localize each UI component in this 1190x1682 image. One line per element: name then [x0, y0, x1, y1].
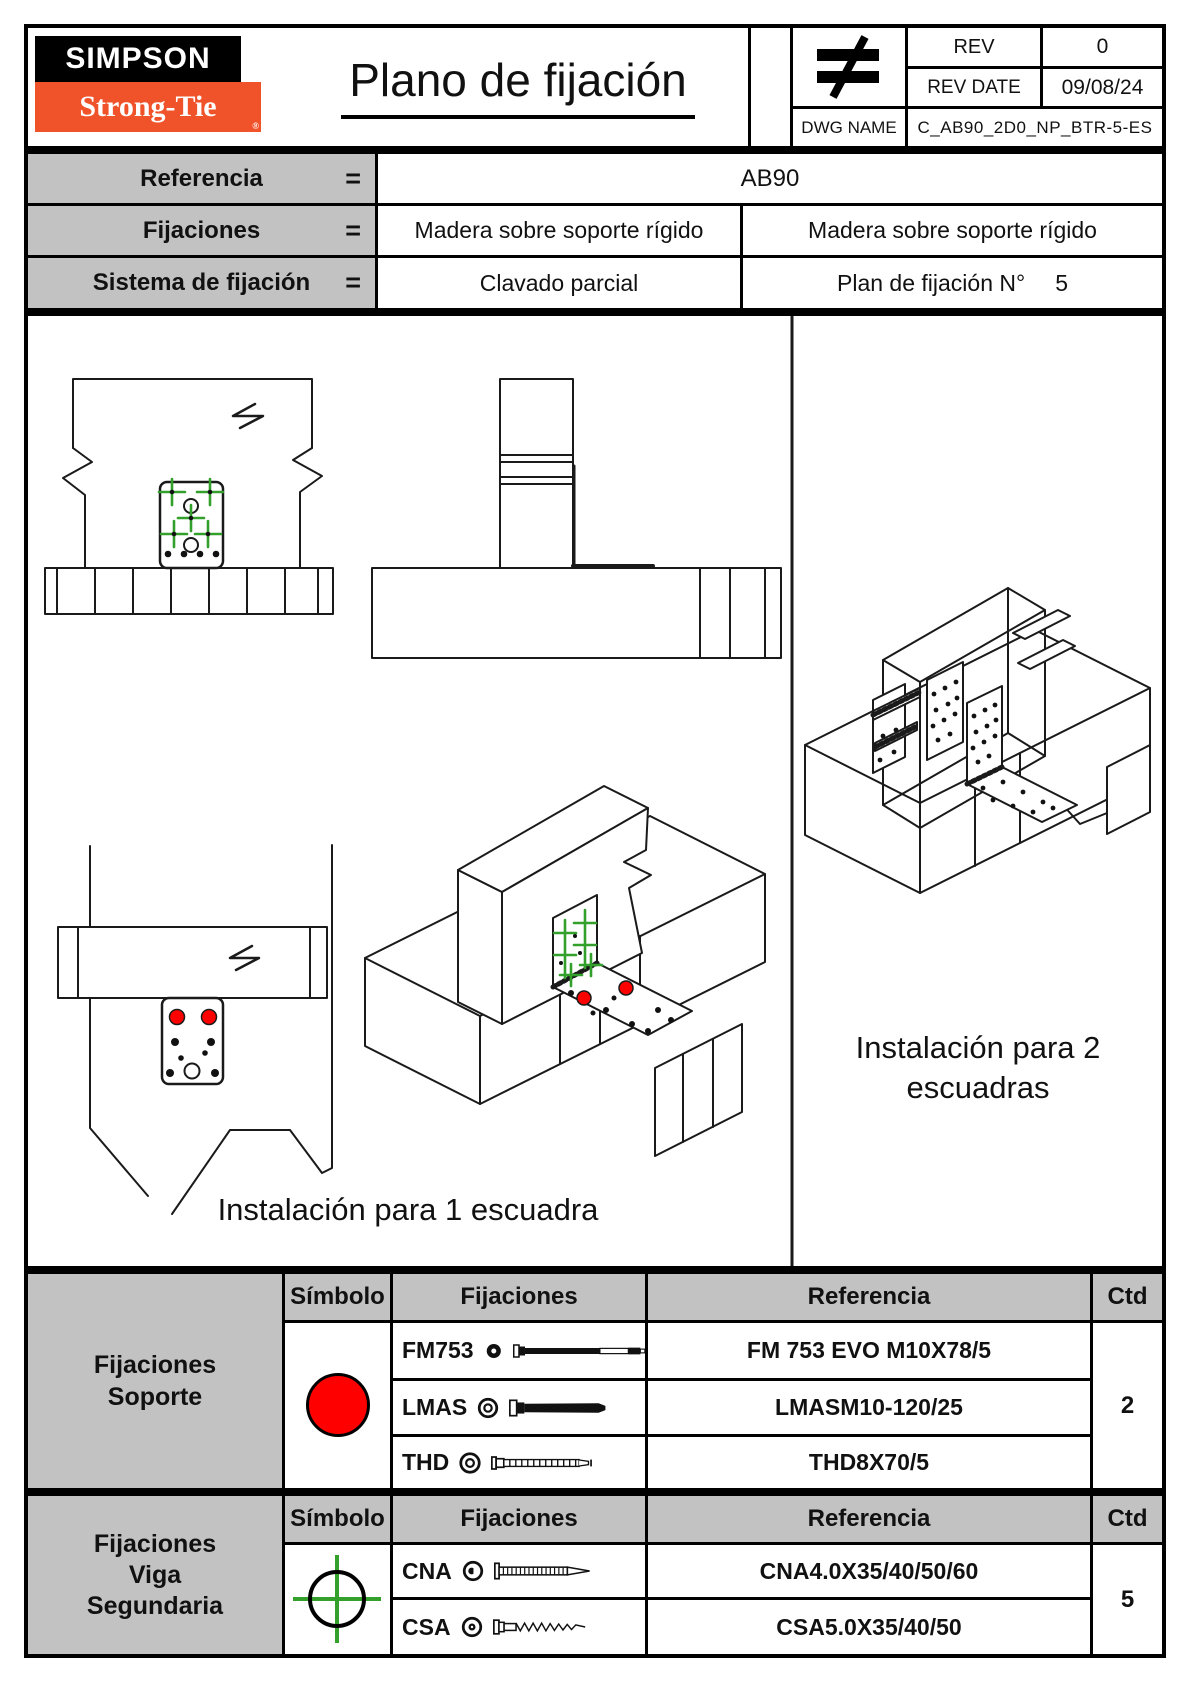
- plan-number-cell: [743, 258, 1162, 308]
- broken-board-piece: [655, 1024, 742, 1156]
- beam-qty-value: 5: [1120, 1585, 1135, 1613]
- fixing-reference: LMASM10-120/25: [775, 1394, 963, 1420]
- plan-number-label: Plan de fijación N°: [837, 269, 1026, 296]
- equals-sign: =: [345, 163, 361, 193]
- sistema-label: Sistema de fijación: [92, 269, 311, 296]
- technical-drawing-svg: [28, 316, 1162, 1266]
- support-qty-value: 2: [1120, 1391, 1135, 1419]
- fixing-row-fm753: [396, 1323, 648, 1378]
- group-label-line: Viga: [128, 1560, 182, 1589]
- divider: [282, 1496, 285, 1654]
- col-header-referencia: Referencia: [807, 1505, 931, 1532]
- group-label-line: Segundaria: [86, 1591, 224, 1620]
- fixing-code: LMAS: [402, 1394, 468, 1420]
- iso-two-brackets-drawing: [805, 588, 1150, 893]
- rev-date-label: REV DATE: [927, 76, 1021, 98]
- rev-date-value: 09/08/24: [1061, 75, 1144, 99]
- caption-two-brackets: [794, 1028, 1162, 1108]
- caption-two-line1: Instalación para 2: [855, 1030, 1101, 1065]
- col-header-fijaciones: Fijaciones: [460, 1283, 578, 1310]
- fixing-code: THD: [402, 1449, 450, 1475]
- cna-head-icon: [461, 1559, 485, 1583]
- lmas-bolt-icon: [509, 1396, 637, 1420]
- info-row-label: [28, 154, 378, 203]
- group-label-line: Fijaciones: [93, 1529, 217, 1558]
- fm753-bolt-icon: [513, 1339, 648, 1363]
- csa-screw-icon: [493, 1615, 621, 1639]
- fixing-row-cna: [396, 1545, 648, 1597]
- strongtie-logo: [35, 82, 261, 132]
- caption-one-bracket: Instalación para 1 escuadra: [217, 1192, 599, 1227]
- fixing-code: CSA: [402, 1613, 451, 1640]
- col-header-ctd: Ctd: [1107, 1283, 1148, 1310]
- simpson-logo-top: SIMPSON: [35, 36, 241, 82]
- page-title: Plano de fijación: [341, 53, 695, 119]
- group-label-beam: [28, 1496, 282, 1654]
- broken-board-piece: [1107, 745, 1150, 834]
- fixing-row-thd: [396, 1437, 648, 1488]
- group-label-support: [28, 1274, 282, 1488]
- fixing-reference: THD8X70/5: [808, 1449, 930, 1475]
- fixing-code: FM753: [402, 1337, 474, 1363]
- col-header-referencia: Referencia: [807, 1283, 931, 1310]
- fixing-reference: CSA5.0X35/40/50: [776, 1613, 962, 1640]
- group-label-line: Fijaciones: [93, 1351, 217, 1379]
- fixing-row-csa: [396, 1600, 648, 1654]
- rev-value: 0: [1096, 35, 1109, 58]
- support-fixings-table: [24, 1270, 1166, 1492]
- not-equal-icon: [793, 30, 905, 104]
- col-header-simbolo: Símbolo: [290, 1283, 385, 1310]
- col-header-ctd: Ctd: [1107, 1505, 1148, 1532]
- dwg-name-value: C_AB90_2D0_NP_BTR-5-ES: [917, 117, 1153, 137]
- rev-label: REV: [953, 35, 995, 58]
- support-symbol-red-circle: [306, 1373, 370, 1437]
- cna-nail-icon: [494, 1559, 622, 1583]
- registered-mark: ®: [252, 121, 259, 131]
- plan-number-value: 5: [1055, 269, 1068, 296]
- beam-fixings-table: [24, 1492, 1166, 1658]
- thd-screw-icon: [491, 1451, 615, 1475]
- fixing-code: CNA: [402, 1557, 452, 1584]
- info-table: [24, 150, 1166, 312]
- strongtie-logo-text: Strong-Tie: [79, 90, 217, 123]
- fijaciones-value-left: Madera sobre soporte rígido: [414, 217, 704, 243]
- group-label-line: Soporte: [107, 1383, 203, 1411]
- sheet-title-wrap: [288, 46, 748, 126]
- plan-view-drawing: [58, 845, 332, 1214]
- break-symbol-icon: [233, 404, 263, 428]
- fixing-row-lmas: [396, 1381, 648, 1434]
- beam-symbol-green-crosshair: [287, 1549, 387, 1649]
- drawing-area: [24, 312, 1166, 1270]
- divider: [390, 1496, 393, 1654]
- fixing-reference: FM 753 EVO M10X78/5: [746, 1337, 992, 1363]
- referencia-label: Referencia: [140, 164, 263, 192]
- fixing-reference: CNA4.0X35/40/50/60: [759, 1557, 979, 1584]
- sistema-value: Clavado parcial: [479, 269, 639, 296]
- col-header-fijaciones: Fijaciones: [460, 1505, 578, 1532]
- referencia-value: AB90: [740, 164, 800, 192]
- dwg-name-label: DWG NAME: [801, 117, 897, 137]
- fijaciones-label: Fijaciones: [142, 216, 261, 244]
- fijaciones-value-right: Madera sobre soporte rígido: [808, 217, 1097, 243]
- equals-sign: =: [345, 215, 361, 245]
- info-row-label: [28, 258, 378, 308]
- divider: [748, 28, 751, 146]
- lmas-head-icon: [476, 1396, 500, 1420]
- thd-head-icon: [458, 1451, 482, 1475]
- beam: [458, 870, 502, 1024]
- title-block: [24, 24, 1166, 150]
- divider: [282, 1274, 285, 1488]
- equals-sign: =: [345, 267, 361, 298]
- divider: [390, 1274, 393, 1488]
- iso-one-bracket-drawing: [365, 786, 765, 1156]
- front-view-drawing: [45, 379, 333, 614]
- side-view-drawing: [372, 379, 781, 658]
- fm753-head-icon: [483, 1339, 505, 1363]
- caption-two-line2: escuadras: [906, 1070, 1050, 1105]
- info-row-label: [28, 206, 378, 255]
- col-header-simbolo: Símbolo: [290, 1505, 385, 1532]
- csa-head-icon: [460, 1615, 484, 1639]
